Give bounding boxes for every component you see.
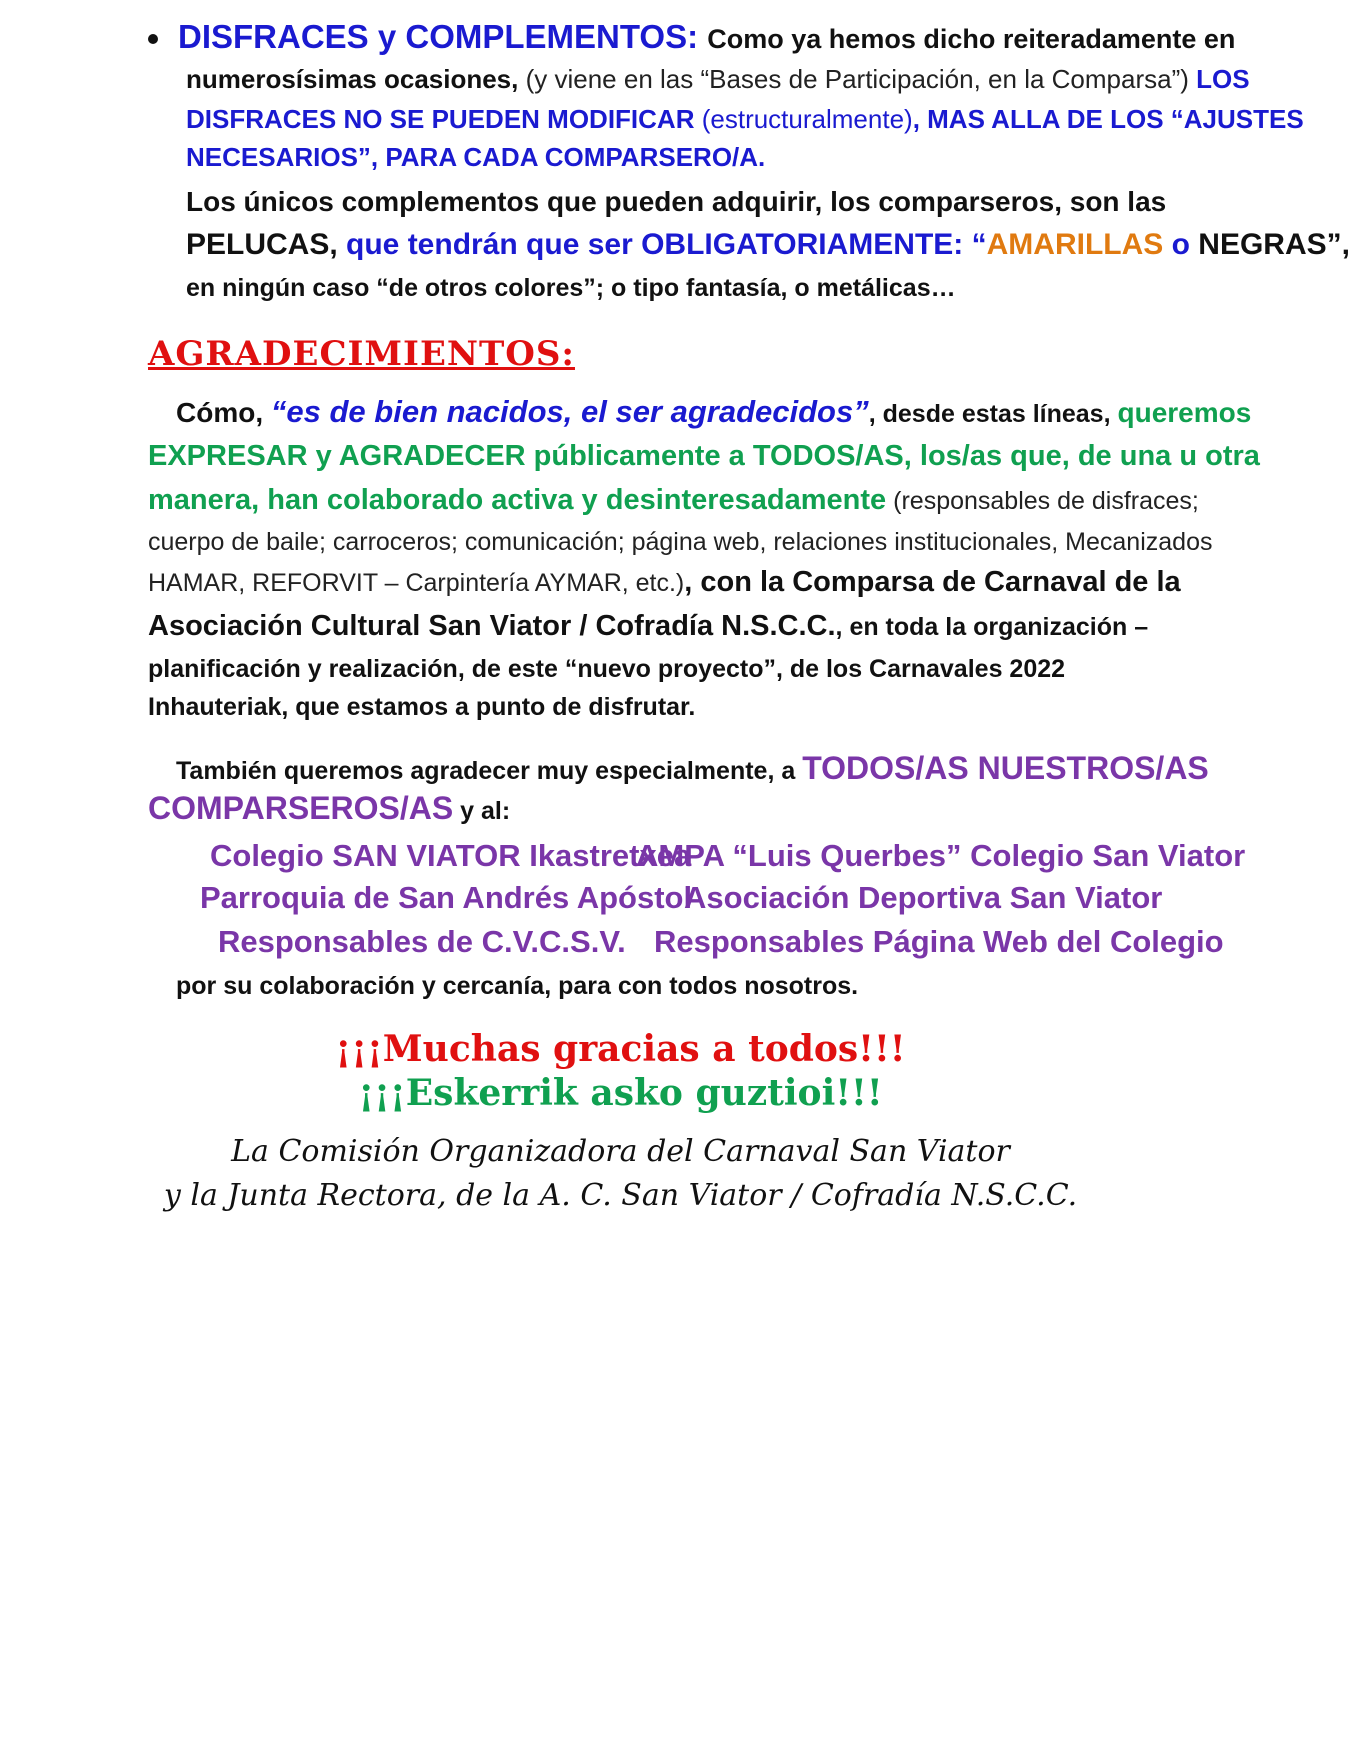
thanks-basque: ¡¡¡Eskerrik asko guztioi!!!: [358, 1072, 883, 1114]
bullet-line-2: numerosísimas ocasiones, (y viene en las “Bases de Participación, en la Comparsa”) LOS: [186, 64, 1250, 94]
para1-line-2: EXPRESAR y AGRADECER públicamente a TODOS/AS, los/as que, de una u otra: [148, 440, 1260, 472]
institution-web: Responsables Página Web del Colegio: [654, 924, 1224, 959]
para1-line-3: manera, han colaborado activa y desinteresadamente (responsables de disfraces;: [148, 484, 1199, 516]
thanks-spanish: ¡¡¡Muchas gracias a todos!!!: [335, 1028, 906, 1070]
bullet-icon: [148, 34, 158, 44]
institution-parroquia: Parroquia de San Andrés Apóstol: [200, 880, 693, 915]
institution-colegio: Colegio SAN VIATOR Ikastretxea: [210, 838, 692, 873]
bullet-line-4: NECESARIOS”, PARA CADA COMPARSERO/A.: [186, 142, 766, 172]
section-heading: DISFRACES y COMPLEMENTOS:: [178, 18, 699, 55]
para1-line-6: Asociación Cultural San Viator / Cofradía N.S.C.C., en toda la organización –: [148, 610, 1149, 642]
para1-line-8: Inhauteriak, que estamos a punto de disfrutar.: [148, 693, 696, 721]
para2-line-1: También queremos agradecer muy especialmente, a TODOS/AS NUESTROS/AS: [176, 750, 1209, 786]
bullet-line-3: DISFRACES NO SE PUEDEN MODIFICAR (estructuralmente), MAS ALLA DE LOS “AJUSTES: [186, 104, 1304, 134]
institution-asociacion-deportiva: Asociación Deportiva San Viator: [684, 880, 1163, 915]
bullet-line-7: en ningún caso “de otros colores”; o tipo fantasía, o metálicas…: [186, 274, 956, 302]
signature-line-2: y la Junta Rectora, de la A. C. San Viator / Cofradía N.S.C.C.: [163, 1178, 1078, 1213]
bullet-line-6: PELUCAS, que tendrán que ser OBLIGATORIAMENTE: “AMARILLAS o NEGRAS”,: [186, 228, 1350, 261]
bullet-line-1: DISFRACES y COMPLEMENTOS: Como ya hemos dicho reiteradamente en: [178, 18, 1236, 55]
para1-line-5: HAMAR, REFORVIT – Carpintería AYMAR, etc.), con la Comparsa de Carnaval de la: [148, 566, 1181, 598]
para1-line-7: planificación y realización, de este “nuevo proyecto”, de los Carnavales 2022: [148, 655, 1066, 683]
para1-line-4: cuerpo de baile; carroceros; comunicación; página web, relaciones institucionales, Mecanizados: [148, 528, 1213, 556]
para2-line-2: COMPARSEROS/AS y al:: [148, 790, 511, 826]
agradecimientos-title: AGRADECIMIENTOS:: [148, 334, 575, 374]
institution-cvcsv: Responsables de C.V.C.S.V.: [218, 924, 626, 959]
bullet-line-5: Los únicos complementos que pueden adquirir, los comparseros, son las: [186, 186, 1167, 217]
closing-line: por su colaboración y cercanía, para con todos nosotros.: [176, 972, 859, 1000]
signature-line-1: La Comisión Organizadora del Carnaval San Viator: [231, 1134, 1010, 1169]
institution-ampa: AMPA “Luis Querbes” Colegio San Viator: [636, 838, 1246, 873]
para1-line-1: Cómo, “es de bien nacidos, el ser agradecidos”, desde estas líneas, queremos: [176, 394, 1252, 429]
